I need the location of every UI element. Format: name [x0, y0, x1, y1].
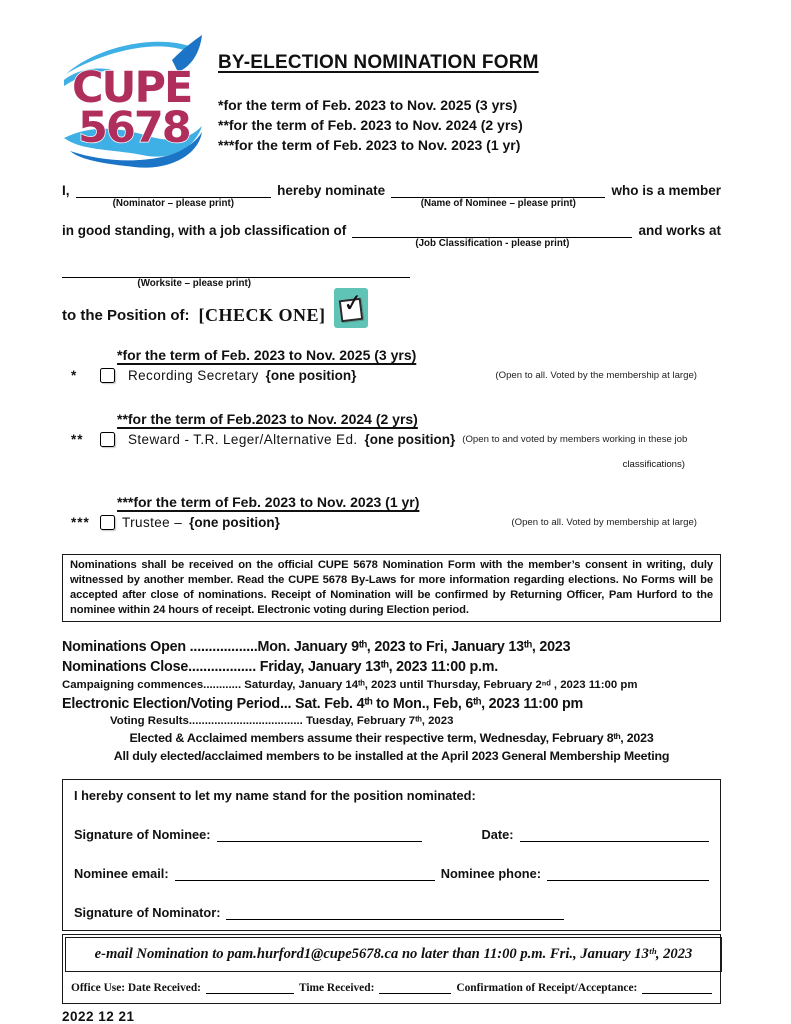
election-schedule	[62, 637, 721, 766]
consent-statement: I hereby consent to let my name stand for the position nominated:	[74, 787, 476, 803]
header-text-block	[218, 34, 539, 156]
consent-row-email-phone	[74, 866, 709, 881]
cupe-5678-logo	[62, 34, 204, 168]
campaigning-line: Campaigning commences............ Saturday, January 14ᵗʰ, 2023 until Thursday, February 2ⁿᵈ , 2023 11:00 pm	[62, 678, 638, 691]
nominations-close-line: Nominations Close.................. Friday, January 13ᵗʰ, 2023 11:00 p.m.	[62, 659, 499, 676]
nominator-name-blank[interactable]	[76, 182, 272, 209]
job-classification-caption: (Job Classification - please print)	[415, 238, 570, 249]
eligibility-note: (Open to all. Voted by the membership at large)	[495, 370, 697, 381]
section-3yr-heading: *for the term of Feb. 2023 to Nov. 2025 (3 yrs)	[117, 347, 417, 363]
check-one-label: [CHECK ONE]	[198, 304, 326, 325]
stars-3: ***	[71, 515, 90, 530]
nominate-line-1	[62, 182, 721, 209]
time-received-blank[interactable]	[379, 980, 451, 994]
voting-results-line: Voting Results.................................... Tuesday, February 7ᵗʰ, 2023	[110, 714, 454, 727]
checked-checkbox-icon	[334, 288, 368, 328]
assume-term-line: Elected & Acclaimed members assume their respective term, Wednesday, February 8ᵗʰ, 2023	[129, 730, 654, 745]
email-instruction: e-mail Nomination to pam.hurford1@cupe5678.ca no later than 11:00 p.m. Fri., January 13ᵗʰ, 2023	[94, 945, 693, 962]
term-legend	[218, 96, 539, 156]
eligibility-note: (Open to all. Voted by membership at large)	[511, 517, 697, 528]
logo-text-cupe: CUPE	[72, 63, 192, 113]
recording-secretary-checkbox[interactable]	[100, 368, 115, 383]
signature-of-nominee-label: Signature of Nominee:	[74, 826, 211, 842]
nominate-line-2	[62, 222, 721, 249]
stars-2: **	[71, 432, 84, 447]
one-position-label: {one position}	[189, 515, 280, 530]
nominee-signature-blank[interactable]	[217, 828, 422, 842]
logo-text-5678: 5678	[78, 103, 190, 153]
position-name: Trustee –	[122, 515, 183, 530]
works-at-label: and works at	[638, 223, 721, 238]
position-row-steward	[62, 432, 721, 447]
time-received-label: Time Received:	[298, 981, 375, 994]
position-of-line	[62, 302, 721, 328]
position-name: Recording Secretary	[128, 368, 259, 383]
form-header	[62, 34, 721, 168]
consent-row-signature-date	[74, 827, 709, 842]
good-standing-label: in good standing, with a job classification of	[62, 223, 347, 238]
section-2yr-heading: **for the term of Feb.2023 to Nov. 2024 (2 yrs)	[117, 411, 418, 427]
nominee-phone-label: Nominee phone:	[440, 865, 541, 881]
date-label: Date:	[481, 826, 514, 842]
hereby-nominate-label: hereby nominate	[277, 183, 386, 198]
email-instruction-box	[65, 937, 722, 972]
consent-row-nominator	[74, 905, 709, 920]
date-blank[interactable]	[520, 828, 709, 842]
term-line-1yr: ***for the term of Feb. 2023 to Nov. 2023 (1 yr)	[218, 136, 521, 153]
position-of-label: to the Position of:	[62, 306, 190, 324]
office-use-date-received-label: Office Use: Date Received:	[71, 981, 201, 994]
term-line-3yr: *for the term of Feb. 2023 to Nov. 2025 (3 yrs)	[218, 97, 518, 113]
one-position-label: {one position}	[265, 368, 357, 383]
signature-of-nominator-label: Signature of Nominator:	[74, 904, 221, 920]
worksite-caption: (Worksite – please print)	[137, 278, 252, 289]
revision-date: 2022 12 21	[62, 1008, 135, 1024]
nominee-phone-blank[interactable]	[547, 867, 709, 881]
i-label: I,	[62, 183, 70, 198]
confirmation-blank[interactable]	[642, 980, 712, 994]
office-use-row	[63, 972, 720, 1003]
member-label: who is a member	[611, 183, 721, 198]
nomination-rules-box: Nominations shall be received on the official CUPE 5678 Nomination Form with the member’s consent in writing, duly witnessed by another member. Read the CUPE 5678 By-Laws for more information regarding elections. No Forms will be accepted after close of nominations. Receipt of Nomination will be confirmed by Returning Officer, Pam Hurford to the nominee within 24 hours of receipt. Electronic voting during Election period.	[62, 554, 721, 622]
steward-checkbox[interactable]	[100, 432, 115, 447]
section-1yr-heading: ***for the term of Feb. 2023 to Nov. 2023 (1 yr)	[117, 494, 420, 510]
position-name: Steward - T.R. Leger/Alternative Ed.	[128, 432, 358, 447]
position-row-recording-secretary	[62, 368, 721, 383]
confirmation-label: Confirmation of Receipt/Acceptance:	[456, 981, 638, 994]
nominations-open-line: Nominations Open ..................Mon. January 9ᵗʰ, 2023 to Fri, January 13ᵗʰ, 2023	[62, 639, 571, 655]
eligibility-note-continued: classifications)	[622, 459, 685, 470]
nominator-caption: (Nominator – please print)	[112, 198, 235, 209]
voting-period-line: Electronic Election/Voting Period... Sat. Feb. 4ᵗʰ to Mon., Feb, 6ᵗʰ, 2023 11:00 pm	[62, 695, 584, 712]
nominate-line-3	[62, 262, 721, 289]
page-title: BY-ELECTION NOMINATION FORM	[218, 52, 539, 73]
nomination-statement	[62, 182, 721, 289]
submission-box	[62, 934, 721, 1004]
trustee-checkbox[interactable]	[100, 515, 115, 530]
job-classification-blank[interactable]	[352, 222, 632, 249]
nominee-caption: (Name of Nominee – please print)	[420, 198, 576, 209]
nominee-email-blank[interactable]	[175, 867, 435, 881]
stars-1: *	[71, 368, 78, 383]
nominee-email-label: Nominee email:	[74, 865, 169, 881]
eligibility-note: (Open to and voted by members working in these job	[462, 434, 688, 445]
date-received-blank[interactable]	[206, 980, 294, 994]
term-line-2yr: **for the term of Feb. 2023 to Nov. 2024 (2 yrs)	[218, 116, 523, 133]
consent-box	[62, 779, 721, 931]
nominee-name-blank[interactable]	[391, 182, 605, 209]
one-position-label: {one position}	[364, 432, 456, 447]
installation-line: All duly elected/acclaimed members to be installed at the April 2023 General Membership Meeting	[113, 748, 670, 763]
nominator-signature-blank[interactable]	[226, 906, 564, 920]
position-row-trustee	[62, 515, 721, 530]
worksite-blank[interactable]	[62, 262, 410, 289]
